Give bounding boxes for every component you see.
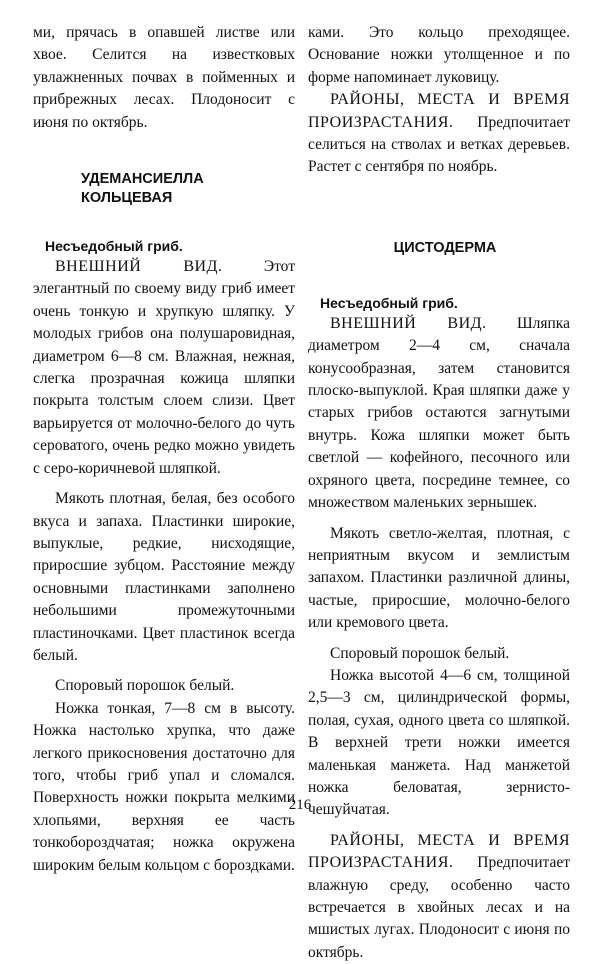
section-heading-udemansiella — [33, 170, 295, 208]
section-heading-cystoderma: ЦИСТОДЕРМА — [393, 239, 497, 256]
spore-paragraph: Споровый порошок белый. — [330, 644, 510, 662]
continued-paragraph: ми, прячась в опавшей листве или хвое. Селится на известковых увлажненных почвах в пойменных и прибрежных лесах. Плодоносит с июня по октябрь. — [33, 24, 295, 131]
appearance-label: ВНЕШНИЙ ВИД. — [55, 258, 223, 276]
right-column — [308, 22, 570, 964]
heading-line-1: УДЕМАНСИЕЛЛА — [81, 171, 204, 188]
appearance-text: Этот элегантный по своему виду гриб имеет очень тонкую и хрупкую шляпку. У молодых грибов она полушаровидная, диаметром 6—8 см. Влажная, нежная, слегка прозрачная кожица шляпки покрыта толстым слоем слизи. Цвет варьируется от молочно-белого до чуть сероватого, очень редко можно увидеть с серо-коричневой шляпкой. — [33, 258, 295, 477]
edibility-status: Несъедобный гриб. — [320, 294, 458, 311]
appearance-text: Шляпка диаметром 2—4 см, сначала конусообразная, затем становится плоско-выпуклой. Края шляпки даже у старых грибов остаются загнутыми внутрь. Кожа шляпки может быть светлой — кофейного, песочного или охряного цвета, посредине темнее, со множеством маленьких зернышек. — [308, 314, 570, 512]
habitat-text: Предпочитает селиться на стволах и ветках деревьев. Растет с сентября по ноябрь. — [308, 113, 570, 176]
habitat-text: Предпочитает влажную среду, особенно часто встречается в хвойных лесах и на мшистых лугах. Плодоносит с июня по октябрь. — [308, 854, 570, 961]
spore-paragraph: Споровый порошок белый. — [55, 677, 235, 695]
stem-paragraph: Ножка высотой 4—6 см, толщиной 2,5—3 см, цилиндрической формы, полая, сухая, одного цвета со шляпкой. В верхней трети ножки имеется маленькая манжета. Над манжетой ножка беловатая, зернисто-чешуйчатая. — [308, 666, 570, 819]
appearance-label: ВНЕШНИЙ ВИД. — [330, 314, 487, 332]
page-number: 216 — [288, 797, 312, 813]
continued-paragraph: ками. Это кольцо преходящее. Основание ножки утолщенное и по форме напоминает луковицу. — [308, 24, 570, 86]
flesh-paragraph: Мякоть светло-желтая, плотная, с неприятным вкусом и землистым запахом. Пластинки различной длины, частые, приросшие, молочно-белого или кремового цвета. — [308, 524, 570, 632]
appearance-paragraph — [308, 313, 570, 515]
edibility-status: Несъедобный гриб. — [45, 238, 183, 255]
stem-paragraph: Ножка тонкая, 7—8 см в высоту. Ножка настолько хрупка, что даже легкого прикосновения достаточно для того, чтобы гриб упал и сломался. Поверхность ножки покрыта мелкими хлопьями, верхняя ее часть тонкобороздчатая; ножка окружена широким белым кольцом с бороздками. — [33, 699, 295, 874]
left-column — [33, 22, 295, 877]
habitat-paragraph — [308, 89, 570, 179]
appearance-paragraph — [33, 256, 295, 480]
habitat-label: РАЙОНЫ, МЕСТА И ВРЕМЯ ПРОИЗРАСТАНИЯ. — [308, 831, 570, 872]
habitat-label: РАЙОНЫ, МЕСТА И ВРЕМЯ ПРОИЗРАСТАНИЯ. — [308, 91, 570, 131]
flesh-paragraph: Мякоть плотная, белая, без особого вкуса и запаха. Пластинки широкие, выпуклые, редкие, нисходящие, приросшие зубцом. Расстояние между основными пластинками заполнено небольшими промежуточными пластиночками. Цвет пластинок всегда белый. — [33, 490, 295, 664]
habitat-paragraph — [308, 830, 570, 964]
heading-line-2: КОЛЬЦЕВАЯ — [81, 190, 173, 207]
